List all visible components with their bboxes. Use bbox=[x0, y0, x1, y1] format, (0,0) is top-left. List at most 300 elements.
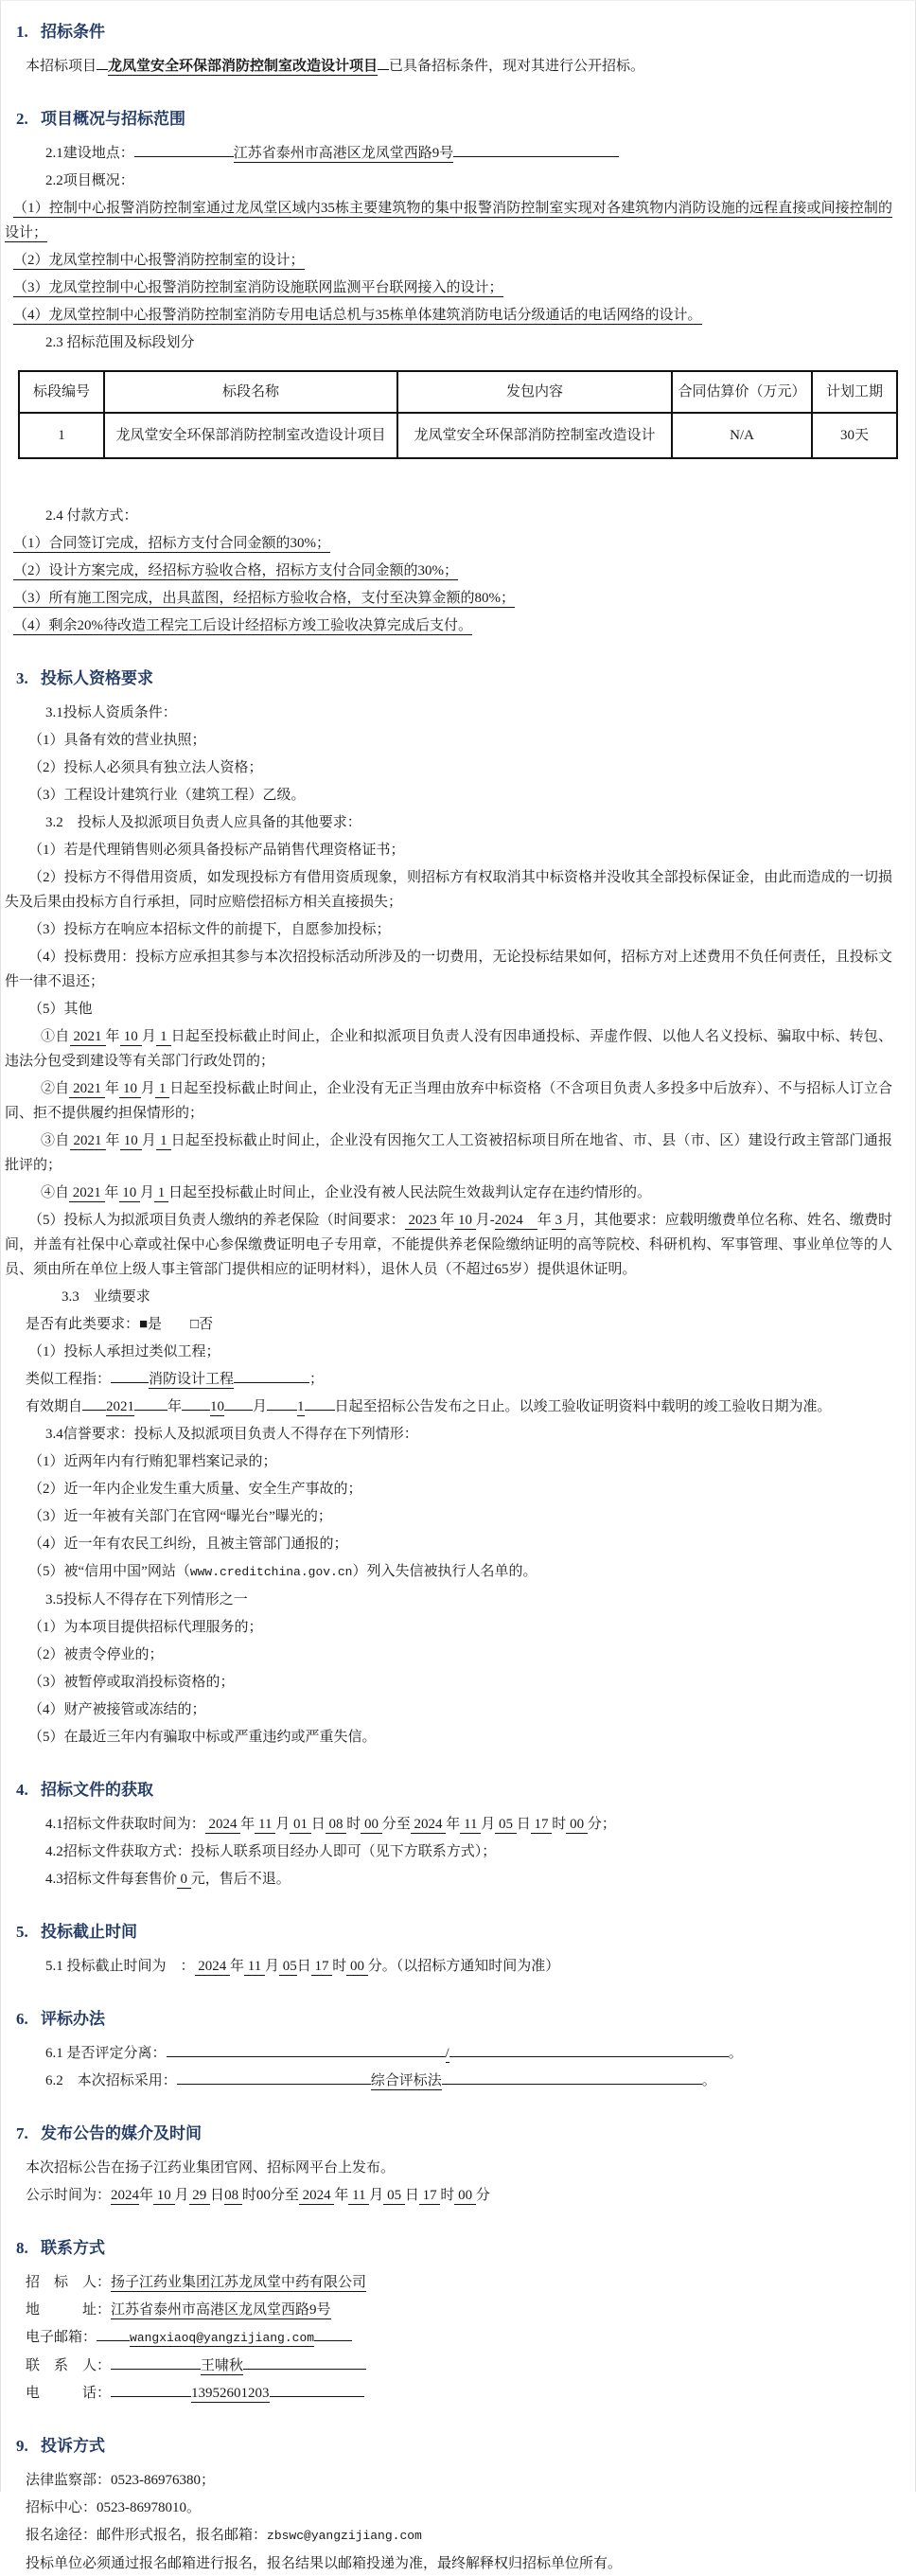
text-segment: 时 bbox=[332, 1959, 347, 1974]
text-segment: 分； bbox=[587, 1817, 616, 1832]
paragraph bbox=[5, 1128, 892, 1178]
underline-segment: 10 bbox=[454, 1213, 476, 1228]
underline-segment: 10 bbox=[119, 1029, 142, 1044]
section-number: 8. bbox=[16, 2239, 28, 2257]
underline-segment: 2021 bbox=[69, 1185, 105, 1200]
text-segment: ③自 bbox=[41, 1133, 70, 1148]
text-segment: 2.4 付款方式： bbox=[45, 508, 138, 524]
blank-fill-segment bbox=[111, 2354, 201, 2370]
paragraph bbox=[5, 613, 892, 638]
text-segment: 元，售后不退。 bbox=[190, 1872, 291, 1887]
section-title: 发布公告的媒介及时间 bbox=[41, 2124, 202, 2142]
text-segment: 地 址： bbox=[26, 2302, 112, 2318]
text-segment: 月 bbox=[141, 1029, 157, 1044]
underline-segment: 2021 bbox=[69, 1133, 106, 1148]
text-segment: 4.2招标文件获取方式：投标人联系项目经办人即可（见下方联系方式）； bbox=[45, 1844, 497, 1859]
blank-fill-segment bbox=[111, 2381, 191, 2397]
text-segment: （2）被责令停业的； bbox=[28, 1647, 164, 1662]
text-segment: 月 bbox=[481, 1817, 496, 1832]
text-segment: 年 bbox=[240, 1817, 255, 1832]
section-number: 9. bbox=[16, 2437, 28, 2455]
underline-segment: 00 bbox=[454, 2188, 476, 2203]
table-header-cell bbox=[397, 371, 672, 413]
text-segment: ②自 bbox=[41, 1081, 70, 1096]
underline-segment: 10 bbox=[119, 1133, 142, 1148]
text-segment: 招标中心：0523-86978010。 bbox=[26, 2500, 201, 2515]
text-segment: ； bbox=[309, 1372, 325, 1387]
underline-segment: 17 bbox=[530, 1817, 553, 1832]
text-segment: 公示时间为： bbox=[26, 2188, 112, 2203]
paragraph bbox=[5, 2381, 892, 2406]
text-segment: （3）投标方在响应本招标文件的前提下，自愿参加投标； bbox=[28, 922, 391, 937]
text-segment: 日 bbox=[516, 1817, 531, 1832]
underline-segment: 05 bbox=[383, 2188, 405, 2203]
text-segment: 4.3招标文件每套售价 bbox=[45, 1872, 177, 1887]
section-heading bbox=[5, 2434, 892, 2459]
table-row bbox=[19, 413, 897, 458]
underline-segment: 2021 bbox=[106, 1399, 135, 1414]
paragraph bbox=[5, 2325, 892, 2351]
paragraph bbox=[5, 1559, 892, 1585]
text-segment: （4）财产被接管或冻结的； bbox=[28, 1702, 206, 1717]
paragraph bbox=[5, 1477, 892, 1501]
paragraph bbox=[5, 2354, 892, 2378]
text-segment: 6.1 是否评定分离： bbox=[45, 2046, 167, 2061]
section-number: 4. bbox=[16, 1781, 28, 1799]
section-2 bbox=[5, 107, 892, 638]
paragraph bbox=[5, 1725, 892, 1750]
paragraph bbox=[5, 1812, 892, 1837]
text-segment: 年 bbox=[139, 2188, 154, 2203]
text-segment: 月 bbox=[174, 2188, 189, 2203]
blank-fill-segment bbox=[224, 1395, 253, 1411]
paragraph bbox=[5, 1839, 892, 1864]
text-segment: 分。（以招标方通知时间为准） bbox=[367, 1959, 560, 1974]
text-segment: 有效期自 bbox=[26, 1399, 83, 1414]
text-segment: 3.2 投标人及拟派项目负责人应具备的其他要求： bbox=[45, 815, 361, 830]
section-number: 1. bbox=[16, 23, 28, 41]
text-segment: 月 bbox=[141, 1133, 157, 1148]
text-segment: 年 bbox=[537, 1213, 552, 1228]
table-cell: N/A bbox=[672, 413, 812, 458]
table-cell: 30天 bbox=[812, 413, 897, 458]
underline-segment: （2）龙凤堂控制中心报警消防控制室的设计； bbox=[13, 253, 305, 268]
paragraph bbox=[5, 1867, 892, 1892]
blank-fill-segment bbox=[182, 1395, 210, 1411]
paragraph bbox=[5, 1208, 892, 1282]
paragraph bbox=[5, 2041, 892, 2066]
text-segment: 5.1 投标截止时间为 ： bbox=[45, 1959, 195, 1974]
section-heading bbox=[5, 107, 892, 132]
paragraph bbox=[5, 2183, 892, 2208]
text-segment: 月 bbox=[264, 1959, 279, 1974]
table-body bbox=[19, 413, 897, 458]
paragraph bbox=[5, 1312, 892, 1337]
paragraph bbox=[5, 54, 892, 79]
text-segment: 年 bbox=[334, 2188, 349, 2203]
text-segment: 时00分至 bbox=[241, 2188, 299, 2203]
section-8 bbox=[5, 2236, 892, 2406]
section-number: 5. bbox=[16, 1923, 28, 1941]
underline-segment: 10 bbox=[118, 1185, 141, 1200]
section-heading bbox=[5, 2007, 892, 2032]
underline-segment: 11 bbox=[255, 1817, 276, 1832]
text-segment: 日起至投标截止时间止，企业没有无正当理由放弃中标资格（不含项目负责人多投多中后放弃）、不与招标人订立合同、拒不提供履约担保情形的； bbox=[5, 1081, 892, 1121]
document-body bbox=[5, 20, 892, 2576]
underline-segment: （1）控制中心报警消防控制室通过龙凤堂区域内35栋主要建筑物的集中报警消防控制室实现对各建筑物内消防设施的远程直接或间接控制的设计； bbox=[5, 201, 892, 240]
paragraph bbox=[5, 1395, 892, 1419]
underline-segment: 0 bbox=[176, 1872, 191, 1887]
section-title: 评标办法 bbox=[41, 2010, 105, 2028]
text-segment: 月- bbox=[475, 1213, 495, 1228]
blank-fill-segment bbox=[97, 54, 108, 70]
underline-segment: （3）所有施工图完成，出具蓝图，经招标方验收合格，支付至决算金额的80%； bbox=[13, 591, 515, 606]
text-segment: 月，其他要求：应载明缴费单位名称、姓名、缴费时间，并盖有社保中心章或社保中心参保缴费证明电子专用章，不能提供养老保险缴纳证明的高等院校、科研机构、军事管理、事业单位等的人员、须由所在单位上级人事主管部门提供相应的证明材料），退休人员（不超过65岁）提供退休证明。 bbox=[5, 1213, 892, 1277]
text-segment: 月 bbox=[140, 1185, 155, 1200]
table-header-cell bbox=[812, 371, 897, 413]
paragraph bbox=[5, 2496, 892, 2520]
text-segment: 2.2项目概况： bbox=[45, 173, 134, 188]
blank-fill-segment bbox=[270, 2381, 364, 2397]
paragraph bbox=[5, 917, 892, 942]
paragraph bbox=[5, 1697, 892, 1722]
underline-segment: 王啸秋 bbox=[201, 2358, 244, 2373]
table-header-label: 发包内容 bbox=[505, 384, 563, 400]
paragraph bbox=[5, 330, 892, 355]
blank-fill-segment bbox=[111, 1367, 149, 1383]
underline-segment: 扬子江药业集团江苏龙凤堂中药有限公司 bbox=[111, 2275, 367, 2290]
underline-segment: 08 bbox=[224, 2188, 242, 2203]
text-segment: （2）投标人必须具有独立法人资格； bbox=[28, 760, 263, 775]
underline-segment: 2024 bbox=[194, 1959, 231, 1974]
table-header-label: 计划工期 bbox=[825, 384, 883, 400]
underline-segment: 10 bbox=[153, 2188, 175, 2203]
text-segment: ①自 bbox=[41, 1029, 70, 1044]
section-5 bbox=[5, 1920, 892, 1979]
text-segment: 时 bbox=[440, 2188, 455, 2203]
text-segment: 月 bbox=[253, 1399, 268, 1414]
paragraph bbox=[5, 531, 892, 556]
underline-segment: 江苏省泰州市高港区龙凤堂西路9号 bbox=[233, 146, 454, 161]
underline-segment: （4）剩余20%待改造工程完工后设计经招标方竣工验收决算完成后支付。 bbox=[13, 618, 472, 633]
text-segment: （2）投标方不得借用资质，如发现投标方有借用资质现象，则招标方有权取消其中标资格并没收其全部投标保证金，由此而造成的一切损失及后果由投标方自行承担，同时应赔偿招标方相关直接损失； bbox=[5, 870, 892, 910]
blank-fill-segment bbox=[134, 1395, 167, 1411]
text-segment: 本招标项目 bbox=[26, 59, 97, 74]
text-segment: 3.1投标人资质条件： bbox=[45, 705, 177, 720]
text-segment: 年 bbox=[105, 1081, 120, 1096]
underline-segment: 17 bbox=[310, 1959, 333, 1974]
paragraph bbox=[5, 728, 892, 753]
text-segment: 分 bbox=[475, 2188, 490, 2203]
underline-segment: 2021 bbox=[69, 1029, 106, 1044]
text-segment: 年 bbox=[440, 1213, 455, 1228]
text-segment: ）列入失信被执行人名单的。 bbox=[352, 1564, 537, 1579]
underline-segment: 10 bbox=[119, 1081, 141, 1096]
blank-fill-segment bbox=[167, 2041, 446, 2057]
text-segment: 日 bbox=[210, 2188, 225, 2203]
paragraph bbox=[5, 1643, 892, 1667]
underline-segment: 龙凤堂安全环保部消防控制室改造设计项目 bbox=[108, 59, 379, 74]
text-segment: 本次招标公告在扬子江药业集团官网、招标网平台上发布。 bbox=[26, 2160, 396, 2176]
text-segment: 时 bbox=[552, 1817, 567, 1832]
text-segment: 类似工程指： bbox=[26, 1372, 112, 1387]
text-segment: 已具备招标条件，现对其进行公开招标。 bbox=[389, 59, 645, 74]
text-segment: 招 标 人： bbox=[26, 2275, 112, 2290]
section-number: 6. bbox=[16, 2010, 28, 2028]
blank-fill-segment bbox=[449, 2041, 729, 2057]
underline-segment: 2024 bbox=[204, 1817, 241, 1832]
section-title: 投标截止时间 bbox=[41, 1923, 137, 1941]
section-heading bbox=[5, 2122, 892, 2146]
paragraph bbox=[5, 1954, 892, 1979]
blank-fill-segment bbox=[305, 1395, 335, 1411]
paragraph bbox=[5, 1449, 892, 1474]
paragraph bbox=[5, 701, 892, 725]
section-title: 招标文件的获取 bbox=[41, 1781, 153, 1799]
paragraph bbox=[5, 755, 892, 780]
underline-segment: 2024 bbox=[410, 1817, 447, 1832]
text-segment: 2.1建设地点： bbox=[45, 146, 134, 161]
paragraph bbox=[5, 838, 892, 862]
section-6 bbox=[5, 2007, 892, 2093]
paragraph bbox=[5, 586, 892, 611]
underline-segment: 消防设计工程 bbox=[149, 1372, 235, 1387]
blank-fill-segment bbox=[267, 1395, 297, 1411]
underline-segment: 11 bbox=[244, 1959, 265, 1974]
spacer bbox=[5, 469, 892, 501]
underline-segment: 01 bbox=[290, 1817, 311, 1832]
underline-segment: 17 bbox=[418, 2188, 441, 2203]
underline-segment: （2）设计方案完成，经招标方验收合格，招标方支付合同金额的30%； bbox=[13, 563, 458, 578]
text-segment: 2.3 招标范围及标段划分 bbox=[45, 335, 195, 350]
paragraph bbox=[5, 945, 892, 994]
paragraph bbox=[5, 559, 892, 583]
section-title: 项目概况与招标范围 bbox=[41, 110, 185, 128]
underline-segment: 综合评标法 bbox=[370, 2073, 442, 2088]
paragraph bbox=[5, 169, 892, 193]
text-segment: 日起至招标公告发布之日止。以竣工验收证明资料中载明的竣工验收日期为准。 bbox=[334, 1399, 832, 1414]
paragraph bbox=[5, 1367, 892, 1392]
paragraph bbox=[5, 2298, 892, 2322]
table-cell: 龙凤堂安全环保部消防控制室改造设计项目 bbox=[104, 413, 397, 458]
table-header-cell bbox=[19, 371, 104, 413]
paragraph bbox=[5, 2156, 892, 2180]
text-segment: （5）其他 bbox=[28, 1002, 93, 1017]
section-heading bbox=[5, 1920, 892, 1945]
text-segment: （3）近一年被有关部门在官网“曝光台”曝光的； bbox=[28, 1509, 332, 1524]
text-segment: 年 bbox=[105, 1133, 120, 1148]
text-segment: 年 bbox=[230, 1959, 245, 1974]
text-segment: zbswc@yangzijiang.com bbox=[267, 2529, 422, 2543]
text-segment: （3）被暂停或取消投标资格的； bbox=[28, 1675, 235, 1690]
section-number: 3. bbox=[16, 669, 28, 687]
text-segment: 分至 bbox=[381, 1817, 411, 1832]
underline-segment: 2021 bbox=[69, 1081, 105, 1096]
text-segment: 年 bbox=[104, 1185, 119, 1200]
section-title: 投诉方式 bbox=[41, 2437, 105, 2455]
text-segment: 月 bbox=[140, 1081, 155, 1096]
paragraph bbox=[5, 1532, 892, 1556]
paragraph bbox=[5, 141, 892, 166]
paragraph bbox=[5, 783, 892, 808]
underline-segment: 05 bbox=[279, 1959, 297, 1974]
underline-segment: 2023 bbox=[404, 1213, 441, 1228]
section-title: 联系方式 bbox=[41, 2239, 105, 2257]
table-header-label: 标段编号 bbox=[32, 384, 90, 400]
text-segment: 联 系 人： bbox=[26, 2358, 112, 2373]
text-segment: 法律监察部：0523-86976380； bbox=[26, 2473, 215, 2488]
paragraph bbox=[5, 2523, 892, 2549]
text-segment: （5）投标人为拟派项目负责人缴纳的养老保险（时间要求： bbox=[28, 1213, 405, 1228]
blank-fill-segment bbox=[378, 54, 389, 70]
blank-fill-segment bbox=[453, 141, 619, 157]
paragraph bbox=[5, 1422, 892, 1447]
paragraph bbox=[5, 1024, 892, 1074]
underline-segment: 08 bbox=[325, 1817, 347, 1832]
paragraph bbox=[5, 2069, 892, 2093]
paragraph bbox=[5, 997, 892, 1022]
text-segment: （1）投标人承担过类似工程； bbox=[28, 1344, 220, 1359]
paragraph bbox=[5, 1285, 892, 1309]
text-segment: （2）近一年内企业发生重大质量、安全生产事故的； bbox=[28, 1482, 362, 1497]
blank-fill-segment bbox=[82, 1395, 106, 1411]
paragraph bbox=[5, 2270, 892, 2295]
underline-segment: 1 bbox=[297, 1399, 305, 1414]
table-cell: 龙凤堂安全环保部消防控制室改造设计 bbox=[397, 413, 672, 458]
paragraph bbox=[5, 810, 892, 835]
underline-segment: 2024 bbox=[298, 2188, 335, 2203]
table-header-label: 合同估算价（万元） bbox=[678, 384, 806, 400]
blank-fill-segment bbox=[134, 141, 234, 157]
text-segment: 。 bbox=[701, 2073, 716, 2088]
text-segment: 是否有此类要求：■是 □否 bbox=[26, 1317, 214, 1332]
section-4 bbox=[5, 1778, 892, 1892]
section-number: 7. bbox=[16, 2124, 28, 2142]
underline-segment: 1 bbox=[154, 1185, 169, 1200]
underline-segment: 10 bbox=[210, 1399, 225, 1414]
text-segment: 年 bbox=[105, 1029, 120, 1044]
section-1 bbox=[5, 20, 892, 79]
section-heading bbox=[5, 1778, 892, 1803]
section-title: 招标条件 bbox=[41, 23, 105, 41]
text-segment: （1）具备有效的营业执照； bbox=[28, 733, 206, 748]
text-segment: （5）被“信用中国”网站（ bbox=[28, 1564, 190, 1579]
underline-segment: （1）合同签订完成，招标方支付合同金额的30%； bbox=[13, 536, 330, 551]
text-segment: （1）为本项目提供招标代理服务的； bbox=[28, 1620, 263, 1635]
underline-segment: 00 bbox=[566, 1817, 588, 1832]
paragraph bbox=[5, 2468, 892, 2493]
paragraph bbox=[5, 1181, 892, 1205]
underline-segment: 11 bbox=[460, 1817, 482, 1832]
text-segment: 月 bbox=[275, 1817, 291, 1832]
paragraph bbox=[5, 1588, 892, 1612]
text-segment: （3）工程设计建筑行业（建筑工程）乙级。 bbox=[28, 788, 306, 803]
section-number: 2. bbox=[16, 110, 28, 128]
text-segment: 日起至投标截止时间止，企业和拟派项目负责人没有因串通投标、弄虚作假、以他人名义投标、骗取中标、转包、违法分包受到建设等有关部门行政处罚的； bbox=[5, 1029, 893, 1069]
section-title: 投标人资格要求 bbox=[41, 669, 153, 687]
underline-segment: 13952601203 bbox=[191, 2386, 270, 2401]
paragraph bbox=[5, 1076, 892, 1126]
text-segment: （1）若是代理销售则必须具备投标产品销售代理资格证书； bbox=[28, 843, 405, 858]
paragraph bbox=[5, 1615, 892, 1640]
text-segment: 电子邮箱： bbox=[26, 2330, 97, 2345]
section-heading bbox=[5, 20, 892, 44]
text-segment: （1）近两年内有行贿犯罪档案记录的； bbox=[28, 1454, 277, 1469]
blank-fill-segment bbox=[177, 2069, 371, 2085]
paragraph bbox=[5, 1504, 892, 1529]
tender-lot-table bbox=[18, 370, 898, 459]
table-head bbox=[19, 371, 897, 413]
text-segment: 日 bbox=[296, 1959, 311, 1974]
underline-segment: 江苏省泰州市高港区龙凤堂西路9号 bbox=[111, 2302, 331, 2318]
underline-segment: 1 bbox=[155, 1081, 170, 1096]
text-segment: 3.5投标人不得存在下列情形之一 bbox=[45, 1592, 248, 1608]
blank-fill-segment bbox=[442, 2069, 702, 2085]
text-segment: 3.4信誉要求：投标人及拟派项目负责人不得存在下列情形： bbox=[45, 1427, 418, 1442]
underline-segment: 1 bbox=[156, 1029, 171, 1044]
text-segment: 3.3 业绩要求 bbox=[62, 1289, 150, 1305]
text-segment: 日起至投标截止时间止，企业没有因拖欠工人工资被招标项目所在地省、市、县（市、区）建设行政主管部门通报批评的； bbox=[5, 1133, 893, 1173]
text-segment: ④自 bbox=[41, 1185, 70, 1200]
text-segment: 月 bbox=[369, 2188, 384, 2203]
text-segment: 时 bbox=[346, 1817, 361, 1832]
text-segment: （5）在最近三年内有骗取中标或严重违约或严重失信。 bbox=[28, 1730, 377, 1745]
section-3 bbox=[5, 666, 892, 1750]
text-segment: 4.1招标文件获取时间为： bbox=[45, 1817, 205, 1832]
text-segment: www.creditchina.gov.cn bbox=[189, 1565, 353, 1579]
underline-segment: 3 bbox=[551, 1213, 566, 1228]
section-heading bbox=[5, 2236, 892, 2261]
paragraph bbox=[5, 504, 892, 528]
blank-fill-segment bbox=[314, 2325, 352, 2341]
text-segment: 。 bbox=[728, 2046, 743, 2061]
table-header-cell bbox=[672, 371, 812, 413]
underline-segment: 2024 bbox=[111, 2188, 140, 2203]
table-cell: 1 bbox=[19, 413, 104, 458]
text-segment: 投标单位必须通过报名邮箱进行报名，报名结果以邮箱投递为准，最终解释权归招标单位所有。 bbox=[26, 2556, 623, 2571]
text-segment: 年 bbox=[167, 1399, 183, 1414]
paragraph bbox=[5, 1670, 892, 1695]
paragraph bbox=[5, 1340, 892, 1364]
underline-segment: 29 bbox=[188, 2188, 211, 2203]
text-segment: 电 话： bbox=[26, 2386, 112, 2401]
underline-segment: 2024 bbox=[494, 1213, 537, 1228]
paragraph bbox=[5, 865, 892, 915]
underline-segment: （3）龙凤堂控制中心报警消防控制室消防设施联网监测平台联网接入的设计； bbox=[13, 280, 503, 295]
underline-segment: 1 bbox=[156, 1133, 171, 1148]
blank-fill-segment bbox=[243, 2354, 366, 2370]
blank-fill-segment bbox=[97, 2325, 130, 2341]
underline-segment: 11 bbox=[348, 2188, 370, 2203]
text-segment: （4）投标费用：投标方应承担其参与本次招投标活动所涉及的一切费用，无论投标结果如何，招标方对上述费用不负任何责任，且投标文件一律不退还； bbox=[5, 950, 892, 989]
text-segment: 年 bbox=[446, 1817, 461, 1832]
text-segment: 6.2 本次招标采用： bbox=[45, 2073, 177, 2088]
underline-segment: 00 bbox=[361, 1817, 382, 1832]
underline-segment: / bbox=[445, 2046, 449, 2061]
paragraph bbox=[5, 275, 892, 300]
paragraph bbox=[5, 2551, 892, 2576]
paragraph bbox=[5, 196, 892, 245]
table-header-row bbox=[19, 371, 897, 413]
table-header-cell bbox=[104, 371, 397, 413]
paragraph bbox=[5, 248, 892, 273]
text-segment: （4）近一年有农民工纠纷，且被主管部门通报的； bbox=[28, 1537, 348, 1552]
blank-fill-segment bbox=[234, 1367, 309, 1383]
paragraph bbox=[5, 303, 892, 328]
text-segment: 日 bbox=[404, 2188, 419, 2203]
underline-segment: 00 bbox=[346, 1959, 368, 1974]
underline-segment: wangxiaoq@yangzijiang.com bbox=[130, 2331, 315, 2345]
